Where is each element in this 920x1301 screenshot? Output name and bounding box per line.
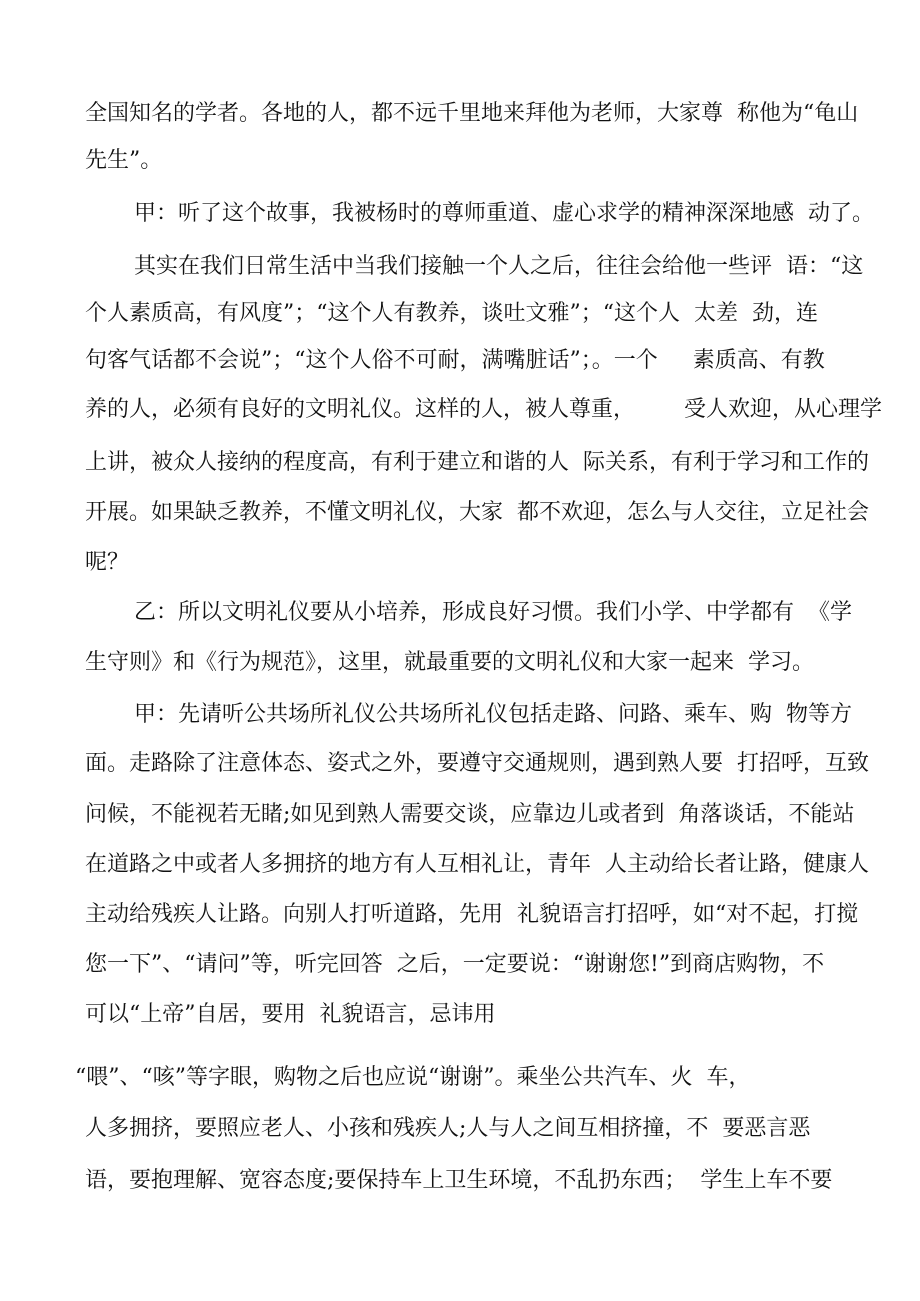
text-line: 甲：先请听公共场所礼仪公共场所礼仪包括走路、问路、乘车、购 物等方	[134, 702, 852, 727]
text-line: 语，要抱理解、宽容态度;要保持车上卫生环境，不乱扔东西； 学生上车不要	[85, 1168, 833, 1193]
text-line: 全国知名的学者。各地的人，都不远千里地来拜他为老师，大家尊 称他为“龟山	[85, 101, 859, 126]
text-line: 甲：听了这个故事，我被杨时的尊师重道、虚心求学的精神深深地感 动了。	[134, 201, 874, 226]
text-line: 面。走路除了注意体态、姿式之外，要遵守交通规则，遇到熟人要 打招呼，互致	[85, 751, 869, 776]
text-line: 先生”。	[85, 148, 163, 173]
text-line: 呢？	[85, 550, 130, 575]
text-line: 个人素质高，有风度”；“这个人有教养，谈吐文雅”；“这个人 太差 劲，连	[85, 301, 818, 326]
text-line: “喂”、“咳”等字眼，购物之后也应说“谢谢”。乘坐公共汽车、火 车，	[75, 1065, 751, 1090]
text-line: 养的人，必须有良好的文明礼仪。这样的人，被人尊重， 受人欢迎，从心理学	[85, 397, 882, 422]
text-line: 开展。如果缺乏教养，不懂文明礼仪，大家 都不欢迎，怎么与人交往，立足社会	[85, 500, 869, 525]
text-line: 您一下”、“请问”等，听完回答 之后，一定要说：“谢谢您!”到商店购物，不	[85, 952, 825, 977]
text-line: 乙：所以文明礼仪要从小培养，形成良好习惯。我们小学、中学都有 《学	[134, 600, 852, 625]
text-line: 其实在我们日常生活中当我们接触一个人之后，往往会给他一些评 语：“这	[134, 254, 864, 279]
text-line: 人多拥挤，要照应老人、小孩和残疾人;人与人之间互相挤撞，不 要恶言恶	[85, 1116, 811, 1141]
text-line: 在道路之中或者人多拥挤的地方有人互相礼让，青年 人主动给长者让路，健康人	[85, 852, 869, 877]
text-line: 上讲，被众人接纳的程度高，有利于建立和谐的人 际关系，有利于学习和工作的	[85, 450, 869, 475]
text-line: 主动给残疾人让路。向别人打听道路，先用 礼貌语言打招呼，如“对不起，打搅	[85, 902, 859, 927]
text-line: 可以“上帝”自居，要用 礼貌语言，忌讳用	[85, 1002, 496, 1027]
text-line: 问候，不能视若无睹;如见到熟人需要交谈，应靠边儿或者到 角落谈话，不能站	[85, 802, 855, 827]
text-line: 句客气话都不会说”；“这个人俗不可耐，满嘴脏话”；。一个 素质高、有教	[85, 348, 825, 373]
text-line: 生守则》和《行为规范》，这里，就最重要的文明礼仪和大家一起来 学习。	[85, 650, 814, 675]
